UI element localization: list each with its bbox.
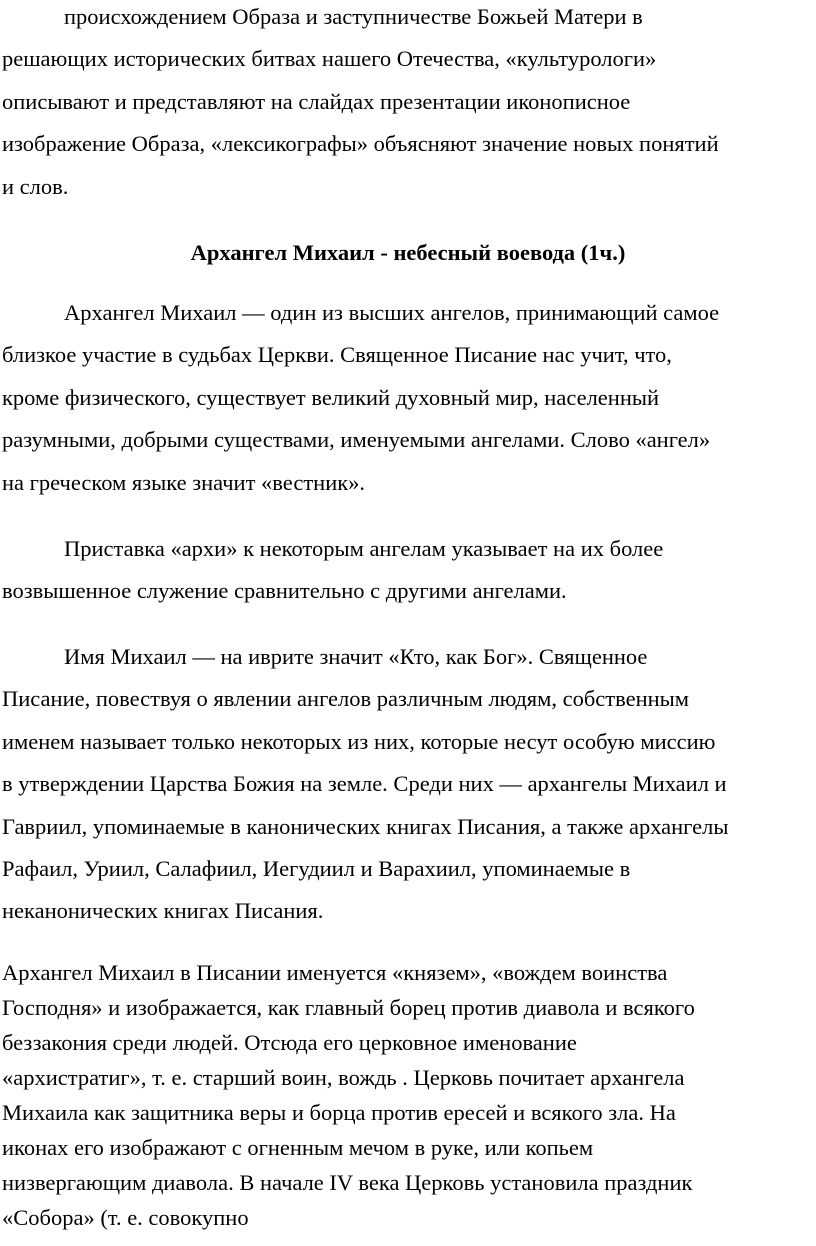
text-line: Архангел Михаил в Писании именуется «князем», «вождем воинства xyxy=(2,960,668,985)
text-line: Имя Михаил — на иврите значит «Кто, как Бог». Священное xyxy=(64,644,648,669)
text-line: близкое участие в судьбах Церкви. Священное Писание нас учит, что, xyxy=(2,342,672,368)
text-line: беззакония среди людей. Отсюда его церковное именование xyxy=(2,1030,577,1055)
text-line: решающих исторических битвах нашего Отечества, «культурологи» xyxy=(2,46,657,72)
text-line: разумными, добрыми существами, именуемыми ангелами. Слово «ангел» xyxy=(2,427,711,453)
text-line: Архангел Михаил — один из высших ангелов, принимающий самое xyxy=(64,300,720,325)
text-line: Приставка «архи» к некоторым ангелам указывает на их более xyxy=(64,536,664,561)
text-line: Гавриил, упоминаемые в канонических книгах Писания, а также архангелы xyxy=(2,813,729,839)
text-line: неканонических книгах Писания. xyxy=(2,898,324,924)
paragraph-name-michael xyxy=(2,636,814,933)
text-line: иконах его изображают с огненным мечом в руке, или копьем xyxy=(2,1135,594,1160)
text-line: описывают и представляют на слайдах презентации иконописное xyxy=(2,88,631,114)
paragraph-archangel-intro xyxy=(2,292,814,504)
text-line: и слов. xyxy=(2,173,69,199)
text-line: кроме физического, существует великий духовный мир, населенный xyxy=(2,384,660,410)
text-line: Рафаил, Уриил, Салафиил, Иегудиил и Варахиил, упоминаемые в xyxy=(2,856,631,882)
text-line: «архистратиг», т. е. старший воин, вождь . Церковь почитает архангела xyxy=(2,1065,685,1090)
text-line: в утверждении Царства Божия на земле. Среди них — архангелы Михаил и xyxy=(2,771,727,797)
text-line: изображение Образа, «лексикографы» объясняют значение новых понятий xyxy=(2,131,719,157)
text-line: происхождением Образа и заступничестве Божьей Матери в xyxy=(64,4,643,29)
text-line: «Собора» (т. е. совокупно xyxy=(2,1205,249,1230)
text-line: возвышенное служение сравнительно с другими ангелами. xyxy=(2,578,567,604)
paragraph-prefix-archi xyxy=(2,528,814,613)
text-line: Господня» и изображается, как главный борец против диавола и всякого xyxy=(2,995,695,1020)
text-line: на греческом языке значит «вестник». xyxy=(2,469,366,495)
section-heading: Архангел Михаил - небесный воевода (1ч.) xyxy=(190,240,626,265)
text-line: низвергающим диавола. В начале IV века Церковь установила праздник xyxy=(2,1170,693,1195)
paragraph-archistrategos xyxy=(2,955,814,1235)
text-line: Михаила как защитника веры и борца против ересей и всякого зла. На xyxy=(2,1100,676,1125)
text-line: именем называет только некоторых из них, которые несут особую миссию xyxy=(2,728,716,754)
paragraph-intro xyxy=(2,0,814,208)
text-line: Писание, повествуя о явлении ангелов различным людям, собственным xyxy=(2,686,690,712)
